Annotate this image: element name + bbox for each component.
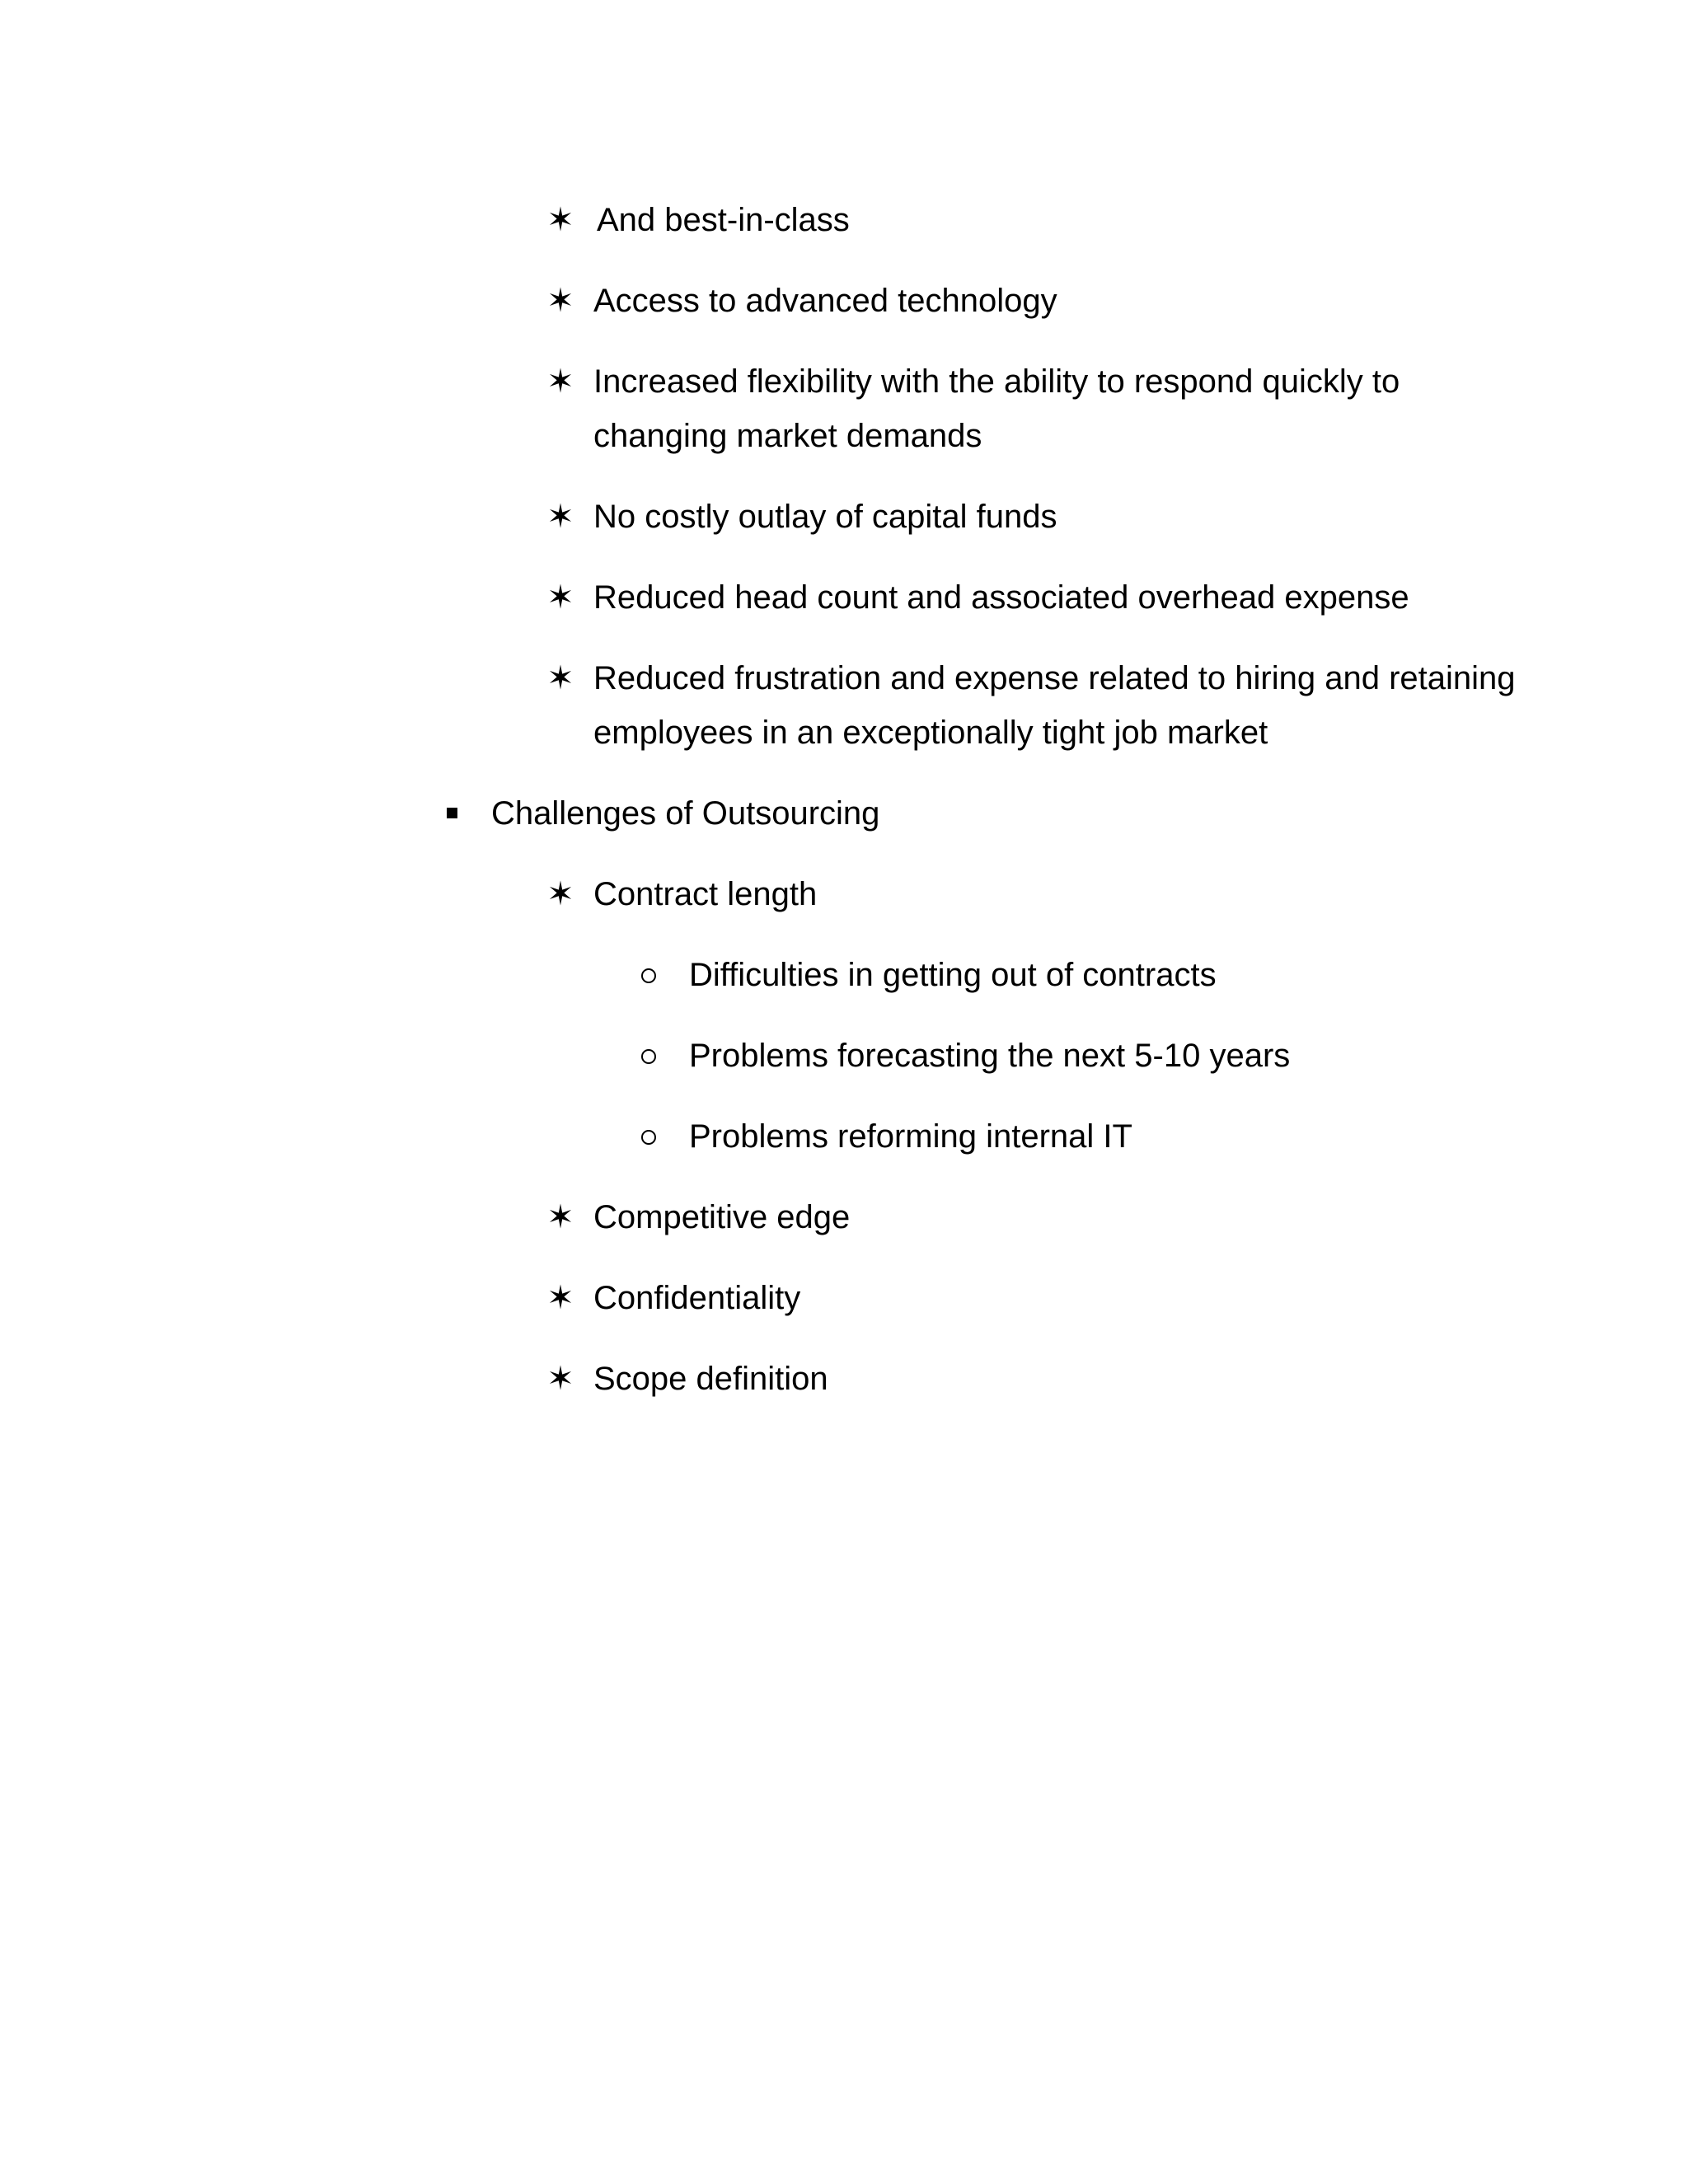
sub-list-item-text: Difficulties in getting out of contracts bbox=[689, 957, 1217, 993]
list-item-text: And best-in-class bbox=[597, 202, 850, 238]
star-bullet-icon: ✶ bbox=[546, 660, 574, 696]
star-bullet-icon: ✶ bbox=[546, 1361, 574, 1397]
sub-list-item-text: Problems reforming internal IT bbox=[689, 1118, 1132, 1155]
sub-list-item-text: Problems forecasting the next 5-10 years bbox=[689, 1038, 1291, 1074]
list-item-text: Increased flexibility with the ability to respond quickly to changing market demands bbox=[593, 363, 1400, 454]
star-bullet-icon: ✶ bbox=[546, 1199, 574, 1235]
list-item-text: Contract length bbox=[593, 876, 818, 912]
star-bullet-icon: ✶ bbox=[546, 283, 574, 319]
list-item-text: No costly outlay of capital funds bbox=[593, 499, 1057, 535]
list-item-text: Scope definition bbox=[593, 1361, 828, 1397]
circle-bullet-icon bbox=[641, 948, 656, 1002]
list-item-text: Competitive edge bbox=[593, 1199, 851, 1235]
list-item-text: Access to advanced technology bbox=[593, 283, 1057, 319]
circle-bullet-icon bbox=[641, 1109, 656, 1164]
square-bullet-icon bbox=[443, 786, 460, 841]
star-bullet-icon: ✶ bbox=[546, 202, 574, 238]
section-heading-text: Challenges of Outsourcing bbox=[491, 795, 880, 832]
star-bullet-icon: ✶ bbox=[546, 579, 574, 616]
circle-bullet-icon bbox=[641, 1029, 656, 1083]
star-bullet-icon: ✶ bbox=[546, 876, 574, 912]
star-bullet-icon: ✶ bbox=[546, 1280, 574, 1316]
list-item-text: Confidentiality bbox=[593, 1280, 801, 1316]
star-bullet-icon: ✶ bbox=[546, 363, 574, 400]
list-item-text: Reduced head count and associated overhead expense bbox=[593, 579, 1409, 616]
star-bullet-icon: ✶ bbox=[546, 499, 574, 535]
list-item-text: Reduced frustration and expense related to hiring and retaining employees in an exceptionally tight job market bbox=[593, 660, 1516, 751]
